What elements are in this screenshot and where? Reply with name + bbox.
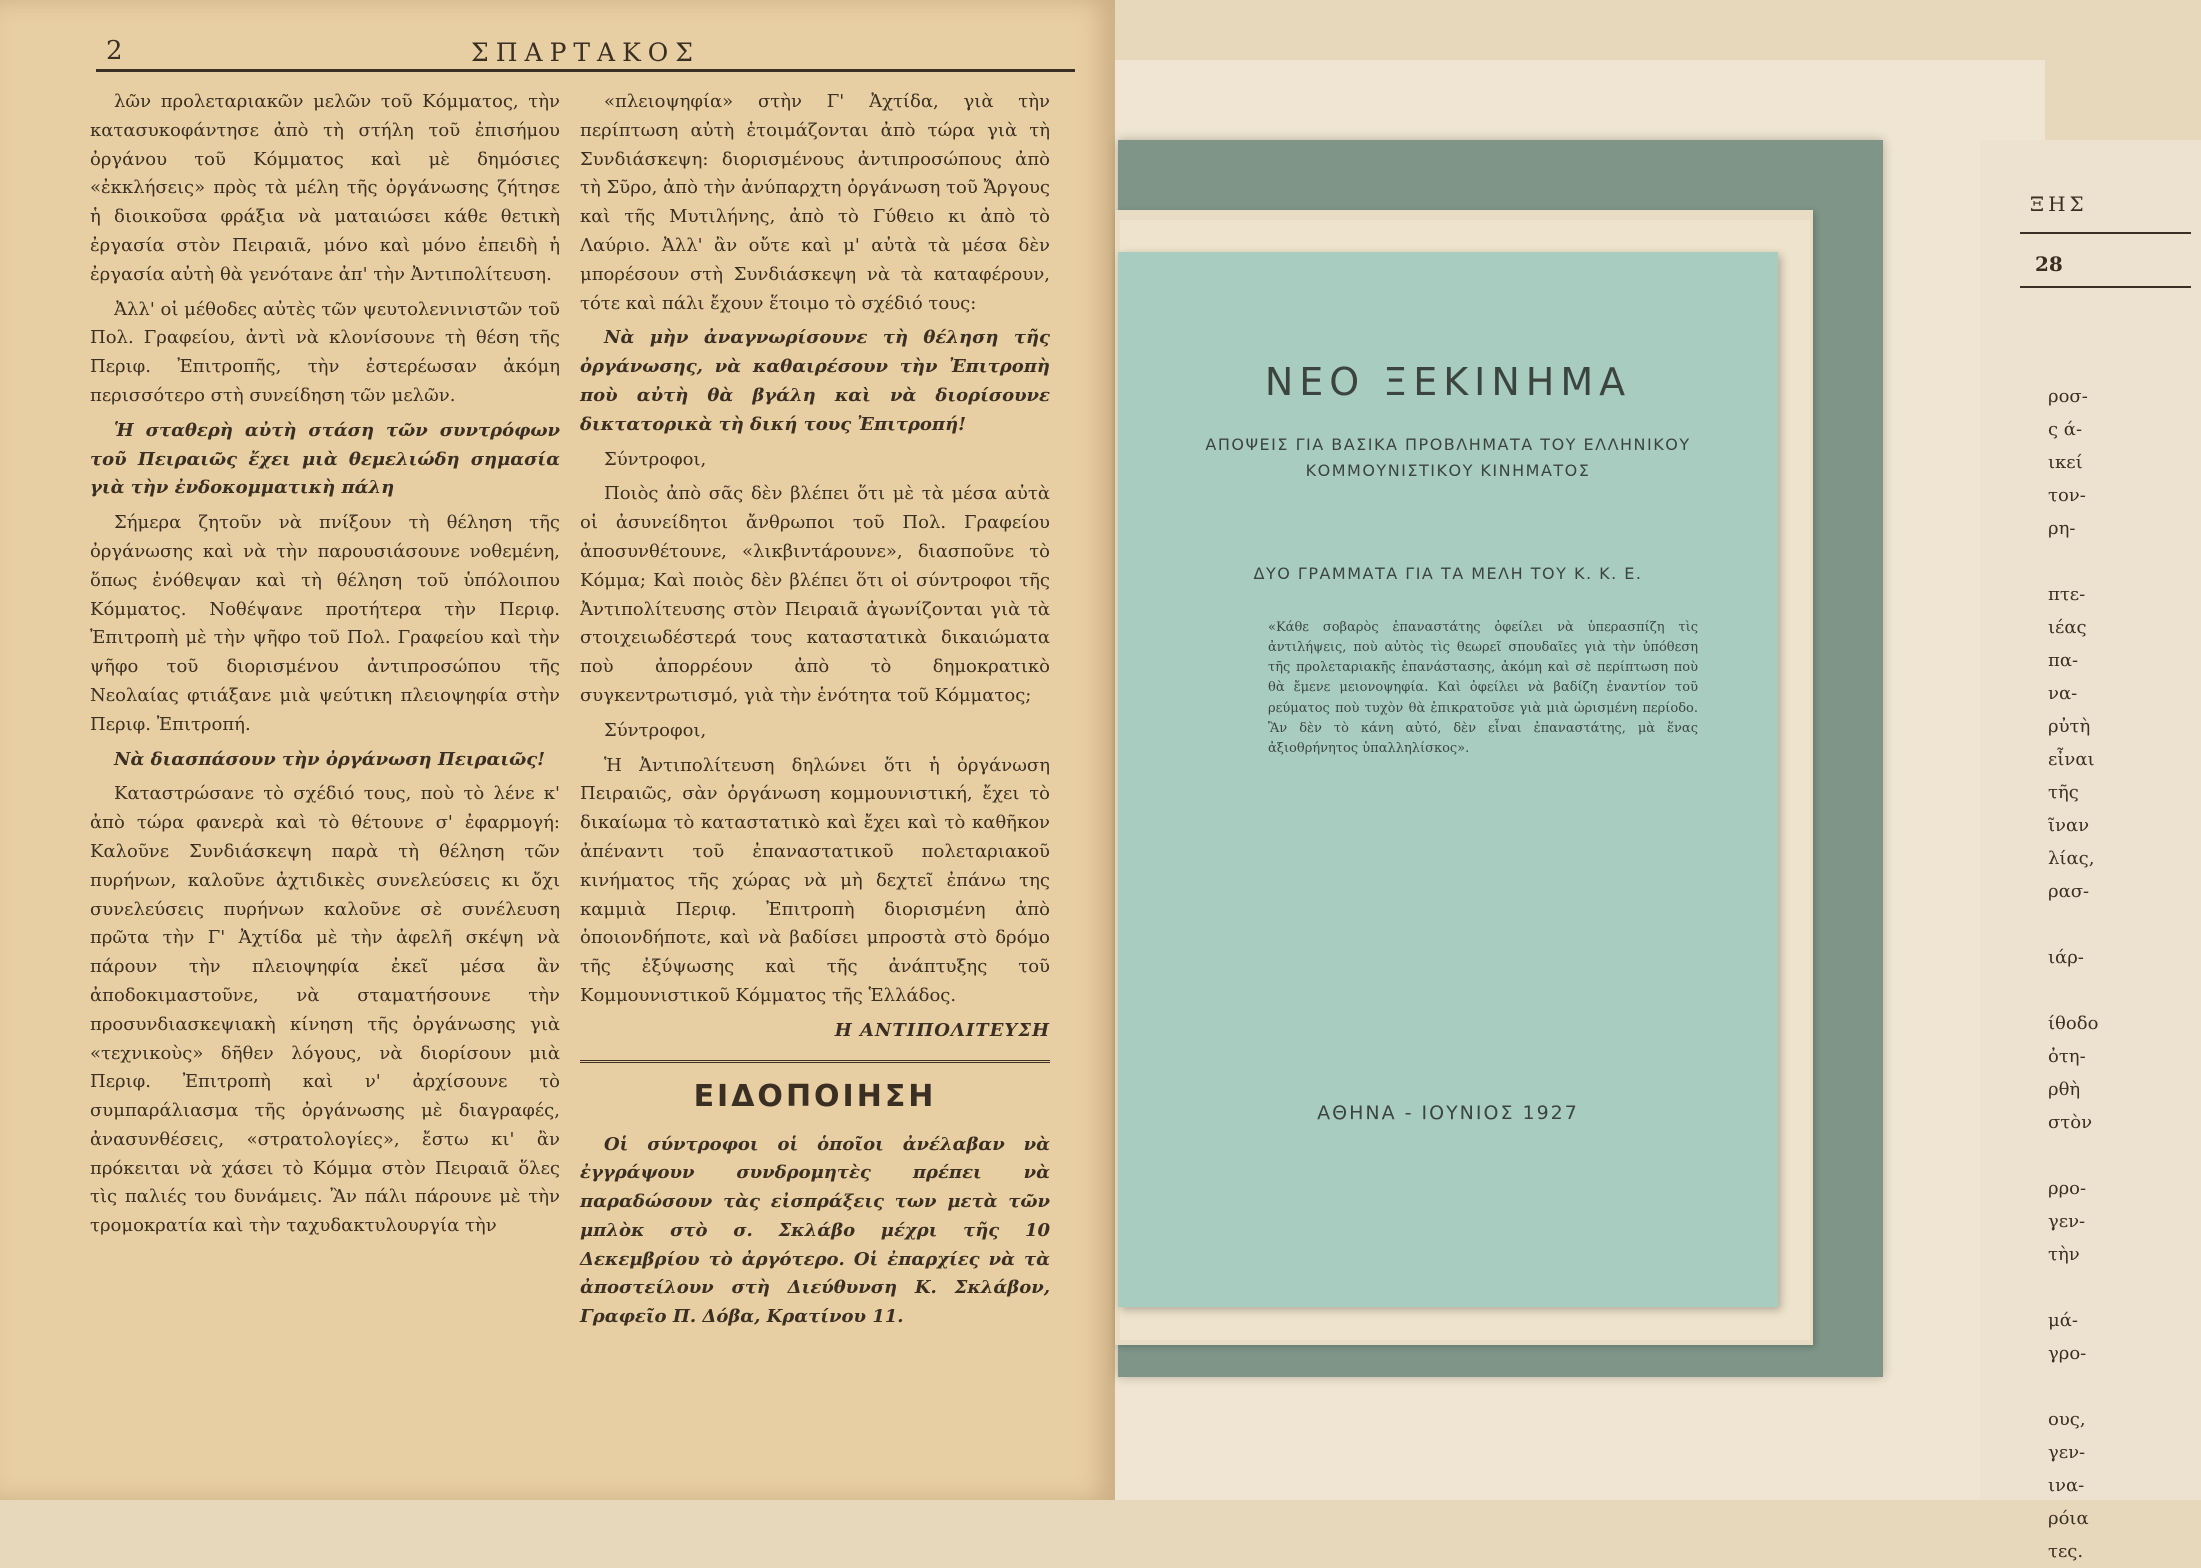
right-page-fragment	[1980, 140, 2201, 1562]
paragraph: λῶν προλεταριακῶν μελῶν τοῦ Κόμματος, τὴν κατασυκοφάντησε ἀπὸ τὴ στήλη τοῦ ἐπισήμου ὀργάνου τοῦ Κόμματος καὶ μὲ δημόσιες «ἐκκλήσεις» πρὸς τὰ μέλη τῆς ὀργάνωσης ζήτησε ἡ διοικοῦσα φράξια νὰ ματαιώσει κάθε θετικὴ ἐργασία στὸν Πειραιᾶ, μόνο καὶ μόνο ἐπειδὴ ἡ ἐργασία αὐτὴ θὰ γενότανε ἀπ' τὴν Ἀντιπολίτευση.	[90, 91, 560, 285]
page-number: 2	[106, 36, 123, 66]
text-fragment: ρρο-	[2048, 1178, 2087, 1199]
salutation: Σύντροφοι,	[604, 719, 707, 741]
signature: Η ΑΝΤΙΠΟΛΙΤΕΥΣΗ	[834, 1019, 1050, 1041]
text-fragment: ροσ-	[2048, 386, 2088, 407]
column-right	[580, 88, 1050, 1338]
paragraph-emphasis: Νὰ διασπάσουν τὴν ὀργάνωση Πειραιῶς!	[114, 748, 546, 770]
text-fragment: ικεί	[2048, 452, 2083, 473]
booklet-cover	[1118, 252, 1778, 1307]
text-fragment: ρὐτὴ	[2048, 716, 2091, 737]
right-page-number: 28	[2035, 252, 2063, 276]
booklet-letters-heading: ΔΥΟ ΓΡΑΜΜΑΤΑ ΓΙΑ ΤΑ ΜΕΛΗ ΤΟΥ Κ. Κ. Ε.	[1253, 564, 1643, 583]
column-left	[90, 88, 560, 1247]
right-page-header: ΞΗΣ	[2030, 192, 2088, 216]
booklet-place-date: ΑΘΗΝΑ - ΙΟΥΝΙΟΣ 1927	[1317, 1102, 1579, 1124]
text-fragment	[2048, 974, 2188, 1007]
text-fragment: ιάρ-	[2048, 947, 2084, 968]
paragraph: Ἡ Ἀντιπολίτευση δηλώνει ὅτι ἡ ὀργάνωση Πειραιῶς, σὰν ὀργάνωση κομμουνιστική, ἔχει τὸ δικαίωμα τὸ καταστατικὸ καὶ ἔχει καὶ τὸ καθῆκον ἀπέναντι τοῦ ἐπαναστατικοῦ πολεταριακοῦ κινήματος τῆς χώρας νὰ μὴ δεχτεῖ ἐπάνω της καμμιὰ Περιφ. Ἐπιτροπὴ διορισμένη ἀπὸ ὁποιονδήποτε, καὶ νὰ βαδίσει μπροστὰ στὸ δρόμο τῆς ἐξύψωσης καὶ τῆς ἀνάπτυξης τοῦ Κομμουνιστικοῦ Κόμματος τῆς Ἑλλάδος.	[580, 754, 1050, 1006]
text-fragment: τες.	[2048, 1541, 2084, 1562]
newspaper-page	[0, 0, 1115, 1500]
paragraph-emphasis: Ἡ σταθερὴ αὐτὴ στάση τῶν συντρόφων τοῦ Πειραιῶς ἔχει μιὰ θεμελιώδη σημασία γιὰ τὴν ἐνδοκομματικὴ πάλη	[90, 419, 560, 499]
text-fragment: γρο-	[2048, 1343, 2087, 1364]
booklet-epigraph: «Κάθε σοβαρὸς ἐπαναστάτης ὀφείλει νὰ ὑπερασπίζη τὶς ἀντιλήψεις, ποὺ αὐτὸς τὶς θεωρεῖ σπουδαῖες γιὰ τὴν ὑπόθεση τῆς προλεταριακῆς ἐπανάστασης, ἀκόμη καὶ σὲ περίπτωση ποὺ θὰ ἔμενε μειονοψηφία. Καὶ ὀφείλει νὰ βαδίζη ἐναντίον τοῦ ρεύματος ποὺ τυχὸν θὰ ἐπικρατοῦσε γιὰ μιὰ ὡρισμένη περίοδο. Ἂν δὲν τὸ κάνη αὐτό, δὲν εἶναι ἐπαναστάτης, μὰ ἕνας ἀξιοθρήνητος ὑπαλληλίσκος».	[1268, 620, 1698, 756]
text-fragment: πτε-	[2048, 584, 2086, 605]
notice-title: ΕΙΔΟΠΟΙΗΣΗ	[693, 1078, 937, 1114]
paragraph: Ποιὸς ἀπὸ σᾶς δὲν βλέπει ὅτι μὲ τὰ μέσα αὐτὰ οἱ ἀσυνείδητοι ἄνθρωποι τοῦ Πολ. Γραφείου ἀποσυνθέτουνε, «λικβιντάρουνε», διασποῦνε τὸ Κόμμα; Καὶ ποιὸς δὲν βλέπει ὅτι οἱ σύντροφοι τῆς Ἀντιπολίτευσης στὸν Πειραιᾶ ἀγωνίζονται γιὰ τὰ στοιχειωδέστερά τους καταστατικὰ δικαιώματα ποὺ ἀπορρέουν ἀπὸ τὸ δημοκρατικὸ συγκεντρωτισμό, γιὰ τὴν ἑνότητα τοῦ Κόμματος;	[580, 483, 1050, 706]
booklet-subtitle: ΑΠΟΨΕΙΣ ΓΙΑ ΒΑΣΙΚΑ ΠΡΟΒΛΗΜΑΤΑ ΤΟΥ ΕΛΛΗΝΙΚΟΥ ΚΟΜΜΟΥΝΙΣΤΙΚΟΥ ΚΙΝΗΜΑΤΟΣ	[1205, 435, 1691, 481]
paragraph: «πλειοψηφία» στὴν Γ' Ἀχτίδα, γιὰ τὴν περίπτωση αὐτὴ ἑτοιμάζονται ἀπὸ τώρα γιὰ τὴ Συνδιάσκεψη: διορισμένους ἀντιπροσώπους ἀπὸ τὴ Σῦρο, ἀπὸ τὴν ἀνύπαρχτη ὀργάνωση τοῦ Ἄργους καὶ τῆς Μυτιλήνης, ἀπὸ τὸ Γύθειο κι ἀπὸ τὸ Λαύριο. Ἀλλ' ἂν οὔτε καὶ μ' αὐτὰ τὰ μέσα δὲν μπορέσουν στὴ Συνδιάσκεψη νὰ τὰ καταφέρουν, τότε καὶ πάλι ἔχουν ἕτοιμο τὸ σχέδιό τους:	[580, 91, 1050, 314]
text-fragment: ίθοδο	[2048, 1013, 2099, 1034]
text-fragment	[2048, 1370, 2188, 1403]
text-fragment: ινα-	[2048, 1475, 2085, 1496]
text-fragment: ρη-	[2048, 518, 2076, 539]
text-fragment: στὸν	[2048, 1112, 2093, 1133]
text-fragment: τῆς	[2048, 782, 2079, 803]
header-rule	[96, 69, 1075, 72]
text-fragment: να-	[2048, 683, 2078, 704]
salutation: Σύντροφοι,	[604, 448, 707, 470]
text-fragment: τον-	[2048, 485, 2086, 506]
text-fragment: ῖναν	[2048, 815, 2090, 836]
notice-divider	[580, 1060, 1050, 1063]
booklet-title: ΝΕΟ ΞΕΚΙΝΗΜΑ	[1264, 360, 1632, 404]
text-fragment	[2048, 1139, 2188, 1172]
paragraph-emphasis: Νὰ μὴν ἀναγνωρίσουνε τὴ θέληση τῆς ὀργάνωσης, νὰ καθαιρέσουν τὴν Ἐπιτροπὴ ποὺ αὐτὴ θὰ βγάλη καὶ νὰ διορίσουνε δικτατορικὰ τὴ δική τους Ἐπιτροπή!	[580, 327, 1050, 435]
text-fragment: γεν-	[2048, 1442, 2086, 1463]
text-fragment: ρθὴ	[2048, 1079, 2081, 1100]
text-fragment	[2048, 908, 2188, 941]
newspaper-header	[96, 32, 1075, 72]
header-rule	[2020, 232, 2191, 234]
text-fragment: πα-	[2048, 650, 2079, 671]
text-fragment: τὴν	[2048, 1244, 2080, 1265]
notice-body: Οἱ σύντροφοι οἱ ὁποῖοι ἀνέλαβαν νὰ ἐγγράψουν συνδρομητὲς πρέπει νὰ παραδώσουν τὰς εἰσπράξεις των μετὰ τῶν μπλὸκ στὸ σ. Σκλάβο μέχρι τῆς 10 Δεκεμβρίου τὸ ἀργότερο. Οἱ ἐπαρχίες νὰ τὰ ἀποστείλουν στὴ Διεύθυνση Κ. Σκλάβον, Γραφεῖο Π. Δόβα, Κρατίνου 11.	[580, 1133, 1050, 1328]
text-fragment	[2048, 545, 2188, 578]
newspaper-masthead: ΣΠΑΡΤΑΚΟΣ	[471, 38, 700, 67]
text-fragment: ὀτη-	[2048, 1046, 2086, 1067]
text-fragment: λίας,	[2048, 848, 2095, 869]
text-fragment: γεν-	[2048, 1211, 2086, 1232]
paragraph: Ἀλλ' οἱ μέθοδες αὐτὲς τῶν ψευτολενινιστῶν τοῦ Πολ. Γραφείου, ἀντὶ νὰ κλονίσουνε τὴ θέση τῆς Περιφ. Ἐπιτροπῆς, τὴν ἐστερέωσαν ἀκόμη περισσότερο στὴ συνείδηση τῶν μελῶν.	[90, 298, 560, 406]
text-fragments	[2048, 380, 2188, 1568]
text-fragment: ρασ-	[2048, 881, 2090, 902]
paragraph: Καταστρώσανε τὸ σχέδιό τους, ποὺ τὸ λένε κ' ἀπὸ τώρα φανερὰ καὶ τὸ θέτουνε σ' ἐφαρμογή: Καλοῦνε Συνδιάσκεψη παρὰ τὴ θέληση τῶν πυρήνων, καλοῦνε ἀχτιδικὲς συνελεύσεις κι ὄχι συνελεύσεις πυρήνων καλοῦνε σὲ συνέλευση πρῶτα τὴν Γ' Ἀχτίδα μὲ τὴν ἀφελῆ σκέψη νὰ πάρουν τὴν πλειοψηφία ἐκεῖ μέσα ἂν ἀποδοκιμαστοῦνε, νὰ σταματήσουνε τὴν προσυνδιασκεψιακὴ κίνηση τῆς ὀργάνωσης γιὰ «τεχνικοὺς» δῆθεν λόγους, νὰ διορίσουν μιὰ Περιφ. Ἐπιτροπὴ καὶ ν' ἀρχίσουνε τὸ συμπαράλιασμα τῆς ὀργάνωσης μὲ διαγραφές, ἀνασυνθέσεις, «στρατολογίες», ἔστω κι' ἂν πρόκειται νὰ χάσει τὸ Κόμμα στὸν Πειραιᾶ ὅλες τὶς παλιές του δυνάμεις. Ἂν πάλι πάρουνε μὲ τὴν τρομοκρατία καὶ τὴν ταχυδακτυλουργία τὴν	[90, 783, 560, 1237]
text-fragment: ους,	[2048, 1409, 2086, 1430]
text-fragment	[2048, 1271, 2188, 1304]
text-fragment: ιέας	[2048, 617, 2087, 638]
paragraph: Σήμερα ζητοῦν νὰ πνίξουν τὴ θέληση τῆς ὀργάνωσης καὶ νὰ τὴν παρουσιάσουνε νοθεμένη, ὅπως ἐνόθεψαν καὶ τὴ θέληση τοῦ ὑπόλοιπου Κόμματος. Νοθέψανε προτήτερα τὴν Περιφ. Ἐπιτροπὴ μὲ τὴν ψῆφο τοῦ Πολ. Γραφείου καὶ τὴν ψῆφο τοῦ διορισμένου ἀντιπροσώπου τῆς Νεολαίας φτιάξανε μιὰ ψεύτικη πλειοψηφία στὴν Περιφ. Ἐπιτροπή.	[90, 512, 560, 735]
text-fragment: ς ά-	[2048, 419, 2083, 440]
text-fragment: εἶναι	[2048, 749, 2095, 770]
text-fragment: μά-	[2048, 1310, 2078, 1331]
header-rule	[2020, 286, 2191, 288]
text-fragment: ρόια	[2048, 1508, 2089, 1529]
